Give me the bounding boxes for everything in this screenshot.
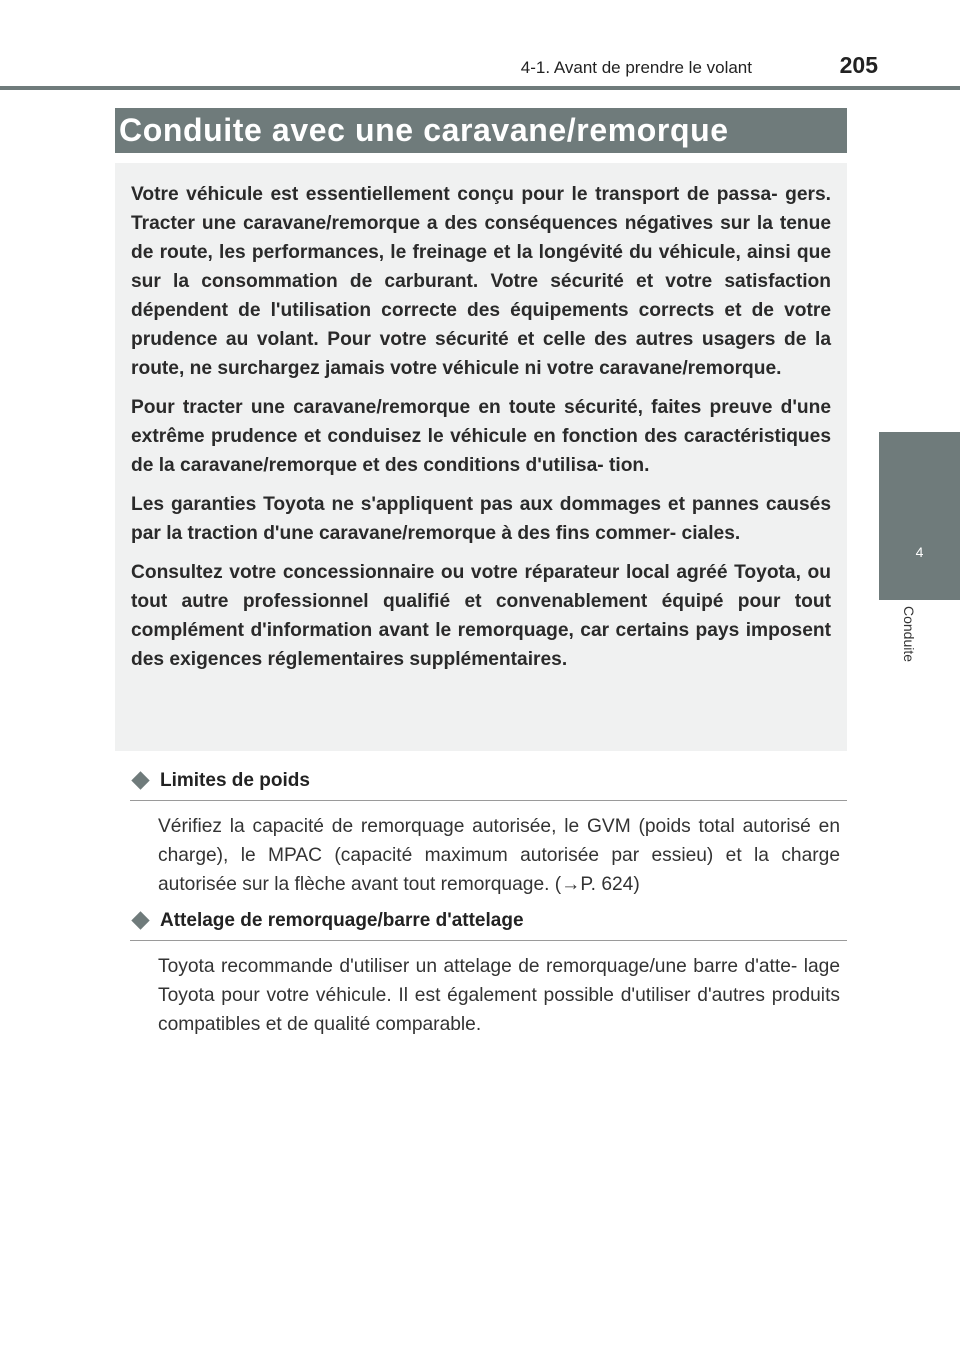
- header-section-title: 4-1. Avant de prendre le volant: [520, 58, 752, 77]
- section-title: Attelage de remorquage/barre d'attelage: [160, 910, 524, 931]
- intro-paragraph: Consultez votre concessionnaire ou votre réparateur local agréé Toyota, ou tout autre professionnel qualifié et convenablement équipé pour tout complément d'information avant le remorquage, car certains pays imposent des exigences réglementaires supplémentaires.: [131, 562, 831, 670]
- chapter-label: Conduite: [901, 606, 917, 663]
- diamond-bullet-icon: [131, 911, 149, 929]
- diamond-bullet-icon: [131, 771, 149, 789]
- section-title: Limites de poids: [160, 770, 310, 791]
- section-header-weight-limits: [130, 770, 847, 801]
- intro-paragraph: Pour tracter une caravane/remorque en toute sécurité, faites preuve d'une extrême prudence et conduisez le véhicule en fonction des caractéristiques de la caravane/remorque et des conditions d'utilisa- tion.: [131, 397, 831, 476]
- intro-box: [115, 163, 847, 751]
- chapter-number: 4: [915, 544, 924, 560]
- chapter-tab: [879, 432, 960, 600]
- section-body: Toyota recommande d'utiliser un attelage de remorquage/une barre d'atte- lage Toyota pour votre véhicule. Il est également possible d'utiliser d'autres produits compatibles et de qualité comparable.: [158, 956, 840, 1035]
- header-rule: [0, 86, 960, 90]
- page-title: Conduite avec une caravane/remorque: [115, 108, 847, 153]
- intro-paragraph: Les garanties Toyota ne s'appliquent pas aux dommages et pannes causés par la traction d'une caravane/remorque à des fins commer- ciales.: [131, 494, 831, 544]
- intro-paragraph: Votre véhicule est essentiellement conçu pour le transport de passa- gers. Tracter une caravane/remorque a des conséquences négatives sur la tenue de route, les performances, le freinage et la longévité du véhicule, ainsi que sur la consommation de carburant. Votre sécurité et votre satisfaction dépendent de l'utilisation correcte des équipements corrects et de votre prudence au volant. Pour votre sécurité et celle des autres usagers de la route, ne surchargez jamais votre véhicule ni votre caravane/remorque.: [131, 184, 831, 379]
- section-body: Vérifiez la capacité de remorquage autorisée, le GVM (poids total autorisé en charge), le MPAC (capacité maximum autorisée par essieu) et la charge autorisée sur la flèche avant tout remorquage. (→P. 624): [158, 816, 840, 895]
- page-number: 205: [839, 52, 878, 78]
- section-header-hitch: [130, 910, 847, 941]
